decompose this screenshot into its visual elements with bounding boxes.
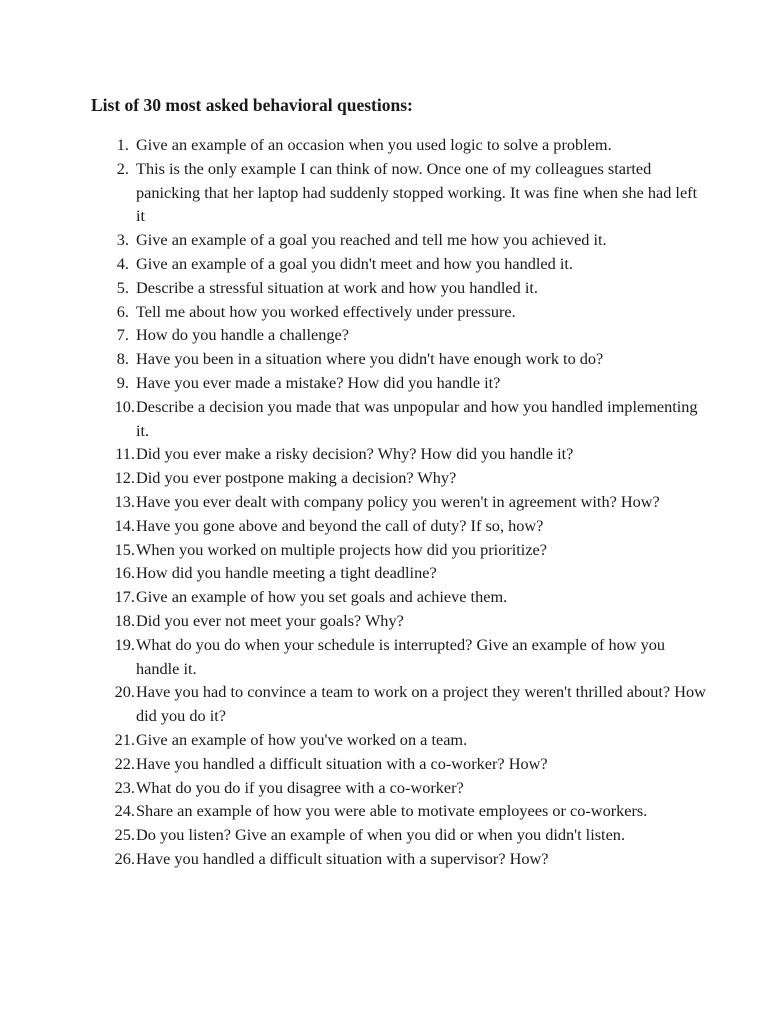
question-text: Have you ever dealt with company policy you weren't in agreement with? How? xyxy=(136,491,660,511)
question-text: Have you gone above and beyond the call of duty? If so, how? xyxy=(136,515,544,535)
question-item xyxy=(0,323,768,347)
question-item xyxy=(0,371,768,395)
question-text: When you worked on multiple projects how did you prioritize? xyxy=(136,539,548,559)
question-text: Have you handled a difficult situation with a supervisor? How? xyxy=(136,848,549,868)
question-number: 7. xyxy=(116,325,129,345)
question-text: Share an example of how you were able to motivate employees or co-workers. xyxy=(136,801,648,821)
question-number: 12. xyxy=(114,468,135,488)
question-item xyxy=(0,347,768,371)
question-item xyxy=(0,561,768,585)
question-item xyxy=(0,776,768,800)
question-number: 14. xyxy=(114,515,135,535)
question-number: 26. xyxy=(114,848,135,868)
question-text: Did you ever postpone making a decision? Why? xyxy=(136,468,457,488)
document-title: List of 30 most asked behavioral questions: xyxy=(91,95,413,115)
question-list xyxy=(0,133,768,871)
question-number: 23. xyxy=(114,777,135,797)
question-text: Give an example of an occasion when you used logic to solve a problem. xyxy=(136,135,612,154)
question-text: Describe a stressful situation at work and how you handled it. xyxy=(136,277,538,297)
question-number: 9. xyxy=(116,372,129,392)
question-text: What do you do when your schedule is interrupted? Give an example of how you handle it. xyxy=(136,634,665,678)
question-number: 20. xyxy=(114,682,135,702)
question-item xyxy=(0,609,768,633)
question-number: 22. xyxy=(114,753,135,773)
question-text: Did you ever make a risky decision? Why? How did you handle it? xyxy=(136,444,574,464)
question-text: Give an example of how you've worked on a team. xyxy=(136,729,468,749)
question-item xyxy=(0,633,768,681)
question-number: 4. xyxy=(116,253,129,273)
question-item xyxy=(0,228,768,252)
question-item xyxy=(0,847,768,871)
question-text: Give an example of how you set goals and achieve them. xyxy=(136,587,508,607)
question-number: 17. xyxy=(114,587,135,607)
question-text: Tell me about how you worked effectively under pressure. xyxy=(136,301,516,321)
question-text: Did you ever not meet your goals? Why? xyxy=(136,610,404,630)
question-number: 11. xyxy=(115,444,135,464)
question-number: 15. xyxy=(114,539,135,559)
question-item xyxy=(0,538,768,562)
question-text: Have you had to convince a team to work on a project they weren't thrilled about? How did you do it? xyxy=(136,682,706,726)
question-number: 3. xyxy=(116,230,129,250)
question-number: 2. xyxy=(116,158,129,178)
question-item xyxy=(0,490,768,514)
question-number: 1. xyxy=(116,135,129,154)
question-text: Give an example of a goal you didn't meet and how you handled it. xyxy=(136,253,573,273)
question-number: 13. xyxy=(114,491,135,511)
question-item xyxy=(0,752,768,776)
question-item xyxy=(0,514,768,538)
question-item xyxy=(0,300,768,324)
question-number: 19. xyxy=(114,634,135,654)
question-item xyxy=(0,276,768,300)
question-number: 6. xyxy=(116,301,129,321)
question-item xyxy=(0,799,768,823)
question-item xyxy=(0,728,768,752)
question-item xyxy=(0,466,768,490)
question-number: 18. xyxy=(114,610,135,630)
question-number: 16. xyxy=(114,563,135,583)
question-item xyxy=(0,395,768,443)
question-text: Have you been in a situation where you didn't have enough work to do? xyxy=(136,349,604,369)
question-text: Do you listen? Give an example of when you did or when you didn't listen. xyxy=(136,825,626,845)
question-item xyxy=(0,252,768,276)
question-text: Have you ever made a mistake? How did you handle it? xyxy=(136,372,501,392)
question-text: How do you handle a challenge? xyxy=(136,325,349,345)
question-item xyxy=(0,823,768,847)
question-text: This is the only example I can think of now. Once one of my colleagues started panicking that her laptop had suddenly stopped working. It was fine when she had left it xyxy=(136,158,698,226)
question-item xyxy=(0,157,768,228)
question-number: 10. xyxy=(114,396,135,416)
question-number: 8. xyxy=(116,349,129,369)
question-item xyxy=(0,585,768,609)
question-text: Describe a decision you made that was unpopular and how you handled implementing it. xyxy=(136,396,698,440)
question-text: How did you handle meeting a tight deadline? xyxy=(136,563,437,583)
question-item xyxy=(0,680,768,728)
question-text: Give an example of a goal you reached and tell me how you achieved it. xyxy=(136,230,607,250)
question-number: 5. xyxy=(116,277,129,297)
question-text: What do you do if you disagree with a co-worker? xyxy=(136,777,464,797)
question-number: 21. xyxy=(114,729,135,749)
question-number: 24. xyxy=(114,801,135,821)
question-item xyxy=(0,133,768,157)
question-item xyxy=(0,442,768,466)
question-text: Have you handled a difficult situation with a co-worker? How? xyxy=(136,753,548,773)
question-number: 25. xyxy=(114,825,135,845)
